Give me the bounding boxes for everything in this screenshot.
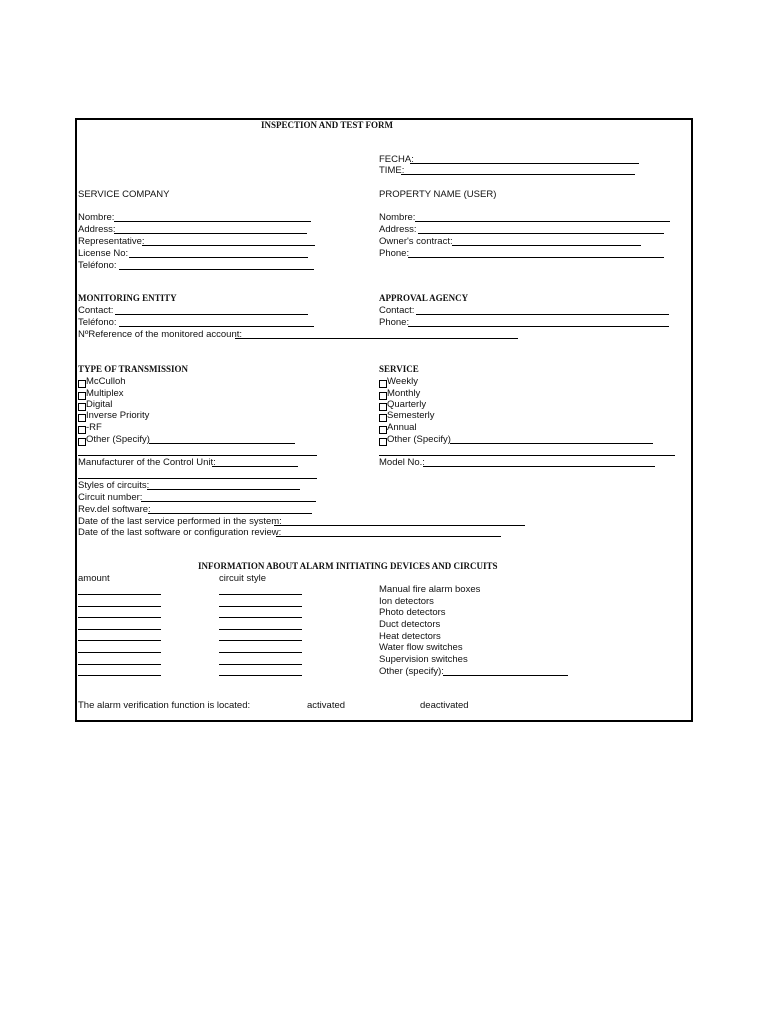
manufacturer-label: Manufacturer of the Control Unit: bbox=[78, 457, 216, 468]
device-other-field[interactable] bbox=[443, 675, 568, 676]
amount-field[interactable] bbox=[78, 675, 161, 676]
pr-nombre-field[interactable] bbox=[415, 221, 670, 222]
annual-checkbox[interactable] bbox=[379, 426, 387, 434]
pr-address-field[interactable] bbox=[418, 233, 664, 234]
circuit-style-field[interactable] bbox=[219, 629, 302, 630]
monthly-checkbox[interactable] bbox=[379, 392, 387, 400]
inverse-priority-checkbox[interactable] bbox=[78, 414, 86, 422]
service-other-checkbox[interactable] bbox=[379, 438, 387, 446]
amount-field[interactable] bbox=[78, 606, 161, 607]
sc-address-label: Address: bbox=[78, 224, 116, 235]
circuit-number-field[interactable] bbox=[141, 501, 316, 502]
device-label: Heat detectors bbox=[379, 631, 441, 642]
device-label: Ion detectors bbox=[379, 596, 434, 607]
model-field[interactable] bbox=[423, 466, 655, 467]
app-contact-label: Contact: bbox=[379, 305, 415, 316]
pr-phone-label: Phone: bbox=[379, 248, 410, 259]
amount-column-label: amount bbox=[78, 573, 110, 584]
circuit-style-column-label: circuit style bbox=[219, 573, 266, 584]
styles-field[interactable] bbox=[147, 489, 300, 490]
multiplex-label: Multiplex bbox=[86, 388, 124, 399]
quarterly-label: Quarterly bbox=[387, 399, 427, 410]
circuit-style-field[interactable] bbox=[219, 675, 302, 676]
amount-field[interactable] bbox=[78, 652, 161, 653]
rf-label: -RF bbox=[86, 422, 102, 433]
amount-field[interactable] bbox=[78, 594, 161, 595]
sc-telefono-field[interactable] bbox=[119, 269, 314, 270]
property-heading: PROPERTY NAME (USER) bbox=[379, 189, 497, 200]
mon-reference-label: NºReference of the monitored account: bbox=[78, 329, 243, 340]
amount-field[interactable] bbox=[78, 640, 161, 641]
activated-option[interactable]: activated bbox=[307, 700, 346, 711]
amount-field[interactable] bbox=[78, 664, 161, 665]
last-service-label: Date of the last service performed in the system: bbox=[78, 516, 282, 527]
alarm-section-heading: INFORMATION ABOUT ALARM INITIATING DEVICES AND CIRCUITS bbox=[198, 561, 498, 571]
blank-line[interactable] bbox=[379, 455, 675, 456]
approval-heading: APPROVAL AGENCY bbox=[379, 293, 469, 303]
software-label: Rev.del software: bbox=[78, 504, 151, 515]
pr-owner-label: Owner's contract: bbox=[379, 236, 453, 247]
digital-checkbox[interactable] bbox=[78, 403, 86, 411]
transmission-other-label: Other (Specify) bbox=[86, 434, 150, 445]
digital-label: Digital bbox=[86, 399, 113, 410]
mcculloh-label: McCulloh bbox=[86, 376, 126, 387]
blank-line[interactable] bbox=[78, 478, 317, 479]
last-review-field[interactable] bbox=[276, 536, 501, 537]
device-label: Manual fire alarm boxes bbox=[379, 584, 481, 595]
weekly-checkbox[interactable] bbox=[379, 380, 387, 388]
app-phone-field[interactable] bbox=[408, 326, 669, 327]
last-service-field[interactable] bbox=[274, 525, 525, 526]
transmission-other-field[interactable] bbox=[149, 443, 295, 444]
device-label: Other (specify): bbox=[379, 666, 444, 677]
quarterly-checkbox[interactable] bbox=[379, 403, 387, 411]
app-phone-label: Phone: bbox=[379, 317, 410, 328]
amount-field[interactable] bbox=[78, 629, 161, 630]
app-contact-field[interactable] bbox=[416, 314, 669, 315]
transmission-heading: TYPE OF TRANSMISSION bbox=[78, 364, 189, 374]
sc-nombre-label: Nombre: bbox=[78, 212, 115, 223]
fecha-field[interactable] bbox=[410, 163, 639, 164]
monitoring-heading: MONITORING ENTITY bbox=[78, 293, 177, 303]
circuit-style-field[interactable] bbox=[219, 617, 302, 618]
sc-address-field[interactable] bbox=[114, 233, 307, 234]
annual-label: Annual bbox=[387, 422, 417, 433]
monthly-label: Monthly bbox=[387, 388, 421, 399]
mon-telefono-field[interactable] bbox=[119, 326, 314, 327]
pr-phone-field[interactable] bbox=[408, 257, 664, 258]
circuit-style-field[interactable] bbox=[219, 664, 302, 665]
circuit-number-label: Circuit number: bbox=[78, 492, 143, 503]
sc-representative-field[interactable] bbox=[142, 245, 315, 246]
pr-owner-field[interactable] bbox=[452, 245, 641, 246]
device-label: Duct detectors bbox=[379, 619, 441, 630]
weekly-label: Weekly bbox=[387, 376, 418, 387]
service-heading: SERVICE bbox=[379, 364, 419, 374]
semesterly-checkbox[interactable] bbox=[379, 414, 387, 422]
multiplex-checkbox[interactable] bbox=[78, 392, 86, 400]
last-review-label: Date of the last software or configuration review: bbox=[78, 527, 282, 538]
blank-line[interactable] bbox=[78, 455, 317, 456]
semesterly-label: Semesterly bbox=[387, 410, 435, 421]
device-label: Supervision switches bbox=[379, 654, 468, 665]
circuit-style-field[interactable] bbox=[219, 652, 302, 653]
fecha-label: FECHA: bbox=[379, 154, 414, 165]
mcculloh-checkbox[interactable] bbox=[78, 380, 86, 388]
circuit-style-field[interactable] bbox=[219, 640, 302, 641]
sc-license-field[interactable] bbox=[129, 257, 308, 258]
model-label: Model No.: bbox=[379, 457, 425, 468]
inverse-priority-label: Inverse Priority bbox=[86, 410, 150, 421]
circuit-style-field[interactable] bbox=[219, 606, 302, 607]
service-company-heading: SERVICE COMPANY bbox=[78, 189, 170, 200]
device-label: Water flow switches bbox=[379, 642, 463, 653]
inspection-form bbox=[75, 118, 693, 722]
sc-nombre-field[interactable] bbox=[114, 221, 311, 222]
pr-nombre-label: Nombre: bbox=[379, 212, 416, 223]
styles-label: Styles of circuits: bbox=[78, 480, 150, 491]
service-other-field[interactable] bbox=[450, 443, 653, 444]
sc-telefono-label: Teléfono: bbox=[78, 260, 117, 271]
manufacturer-field[interactable] bbox=[212, 466, 298, 467]
device-label: Photo detectors bbox=[379, 607, 446, 618]
software-field[interactable] bbox=[148, 513, 312, 514]
sc-license-label: License No: bbox=[78, 248, 129, 259]
time-field[interactable] bbox=[401, 174, 635, 175]
pr-address-label: Address: bbox=[379, 224, 417, 235]
mon-reference-field[interactable] bbox=[235, 338, 518, 339]
verification-label: The alarm verification function is located: bbox=[78, 700, 251, 711]
mon-telefono-label: Teléfono: bbox=[78, 317, 117, 328]
rf-checkbox[interactable] bbox=[78, 426, 86, 434]
amount-field[interactable] bbox=[78, 617, 161, 618]
time-label: TIME: bbox=[379, 165, 405, 176]
circuit-style-field[interactable] bbox=[219, 594, 302, 595]
deactivated-option[interactable]: deactivated bbox=[420, 700, 469, 711]
service-other-label: Other (Specify) bbox=[387, 434, 451, 445]
transmission-other-checkbox[interactable] bbox=[78, 438, 86, 446]
mon-contact-label: Contact: bbox=[78, 305, 114, 316]
sc-representative-label: Representative: bbox=[78, 236, 145, 247]
mon-contact-field[interactable] bbox=[115, 314, 308, 315]
form-title: INSPECTION AND TEST FORM bbox=[261, 120, 393, 130]
